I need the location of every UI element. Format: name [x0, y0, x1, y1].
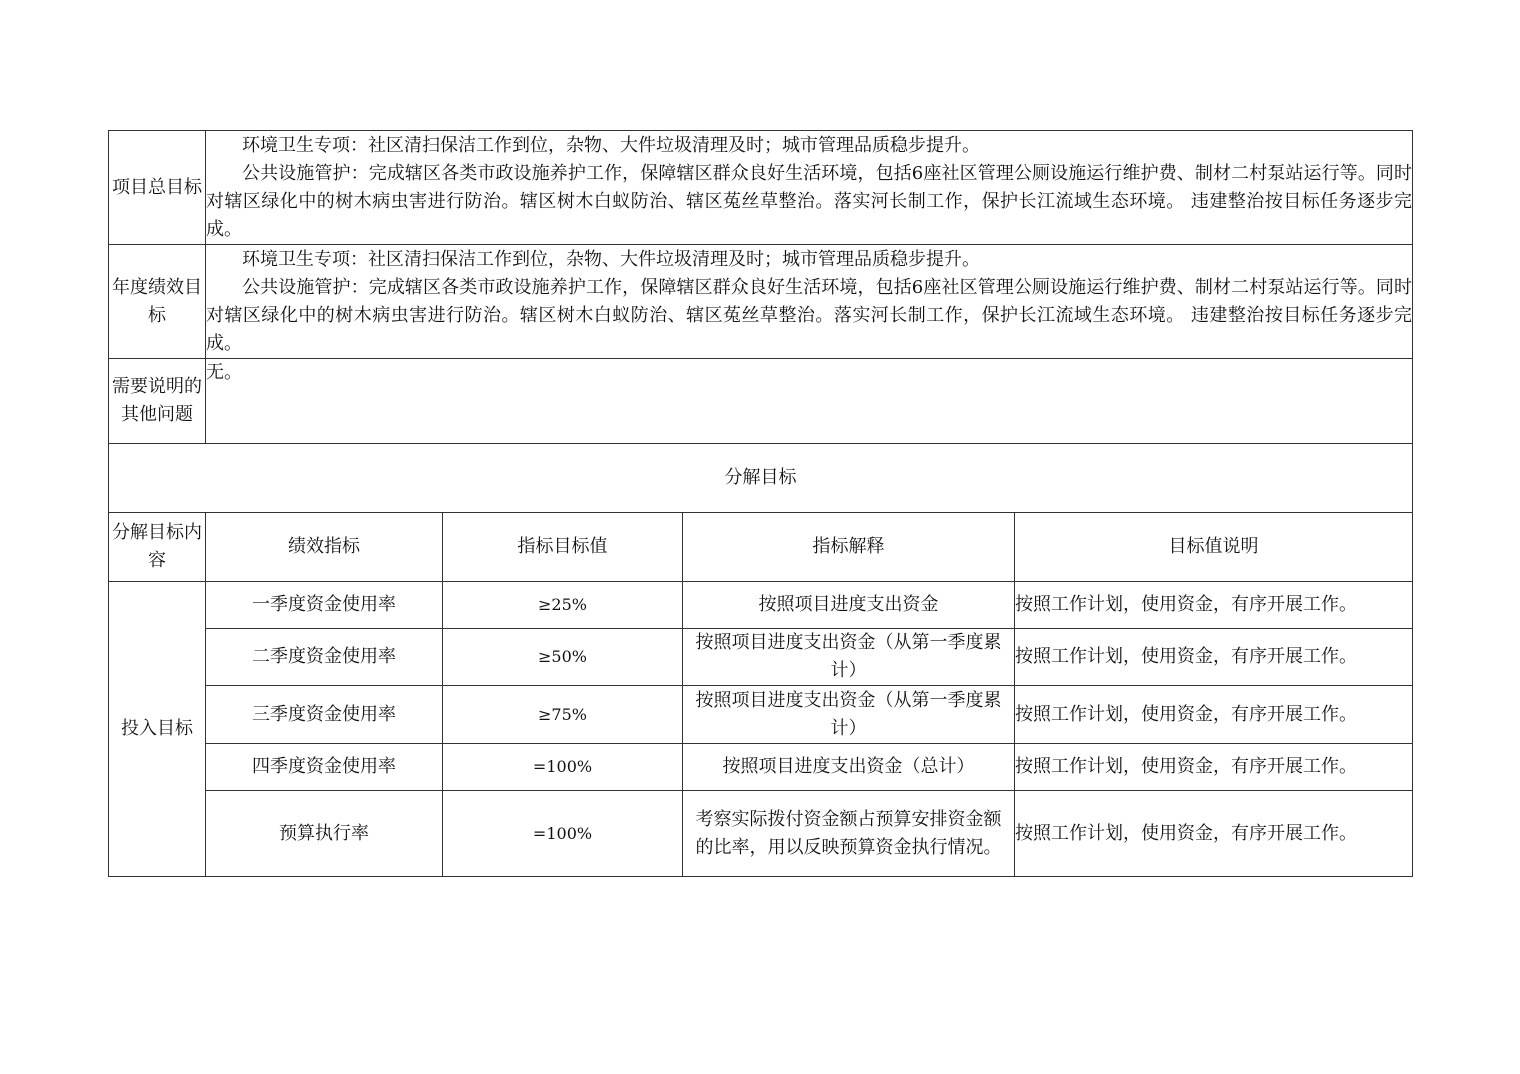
- performance-goal-table: [108, 130, 1413, 877]
- indicator-cell: 一季度资金使用率: [206, 582, 443, 629]
- annual-goal-paragraph-sanitation: 环境卫生专项：社区清扫保洁工作到位，杂物、大件垃圾清理及时；城市管理品质稳步提升。: [242, 248, 980, 270]
- indicator-cell: 四季度资金使用率: [206, 744, 443, 791]
- overall-goal-label: 项目总目标: [109, 131, 206, 245]
- section-title: 分解目标: [109, 444, 1413, 513]
- overall-goal-paragraph-sanitation: 环境卫生专项：社区清扫保洁工作到位，杂物、大件垃圾清理及时；城市管理品质稳步提升。: [242, 134, 980, 156]
- annual-goal-label: 年度绩效目标: [109, 245, 206, 359]
- target-value-cell: ≥50%: [443, 629, 683, 686]
- value-note-cell: 按照工作计划，使用资金，有序开展工作。: [1015, 582, 1413, 629]
- header-indicator: 绩效指标: [206, 513, 443, 582]
- other-issues-content: 无。: [206, 359, 1413, 444]
- explanation-cell: 按照项目进度支出资金（从第一季度累计）: [683, 686, 1015, 744]
- header-value-note: 目标值说明: [1015, 513, 1413, 582]
- value-note-cell: 按照工作计划，使用资金，有序开展工作。: [1015, 791, 1413, 877]
- value-note-cell: 按照工作计划，使用资金，有序开展工作。: [1015, 744, 1413, 791]
- header-target-value: 指标目标值: [443, 513, 683, 582]
- value-note-cell: 按照工作计划，使用资金，有序开展工作。: [1015, 686, 1413, 744]
- section-title-row: [109, 444, 1413, 513]
- overall-goal-paragraph-facilities: 公共设施管护：完成辖区各类市政设施养护工作，保障辖区群众良好生活环境，包括6座社区管理公厕设施运行维护费、制材二村泵站运行等。同时对辖区绿化中的树木病虫害进行防治。辖区树木白蚁防治、辖区菟丝草整治。落实河长制工作，保护长江流域生态环境。 违建整治按目标任务逐步完成。: [206, 162, 1413, 240]
- table-row: [109, 744, 1413, 791]
- target-value-cell: =100%: [443, 744, 683, 791]
- table-row: [109, 686, 1413, 744]
- explanation-cell: 按照项目进度支出资金（总计）: [683, 744, 1015, 791]
- group-label: 投入目标: [109, 582, 206, 877]
- overall-goal-content: [206, 131, 1413, 245]
- header-explanation: 指标解释: [683, 513, 1015, 582]
- target-value-cell: =100%: [443, 791, 683, 877]
- target-value-cell: ≥25%: [443, 582, 683, 629]
- header-row: [109, 513, 1413, 582]
- explanation-cell: 考察实际拨付资金额占预算安排资金额的比率，用以反映预算资金执行情况。: [683, 791, 1015, 877]
- explanation-cell: 按照项目进度支出资金（从第一季度累计）: [683, 629, 1015, 686]
- annual-goal-paragraph-facilities: 公共设施管护：完成辖区各类市政设施养护工作，保障辖区群众良好生活环境，包括6座社区管理公厕设施运行维护费、制材二村泵站运行等。同时对辖区绿化中的树木病虫害进行防治。辖区树木白蚁防治、辖区菟丝草整治。落实河长制工作，保护长江流域生态环境。 违建整治按目标任务逐步完成。: [206, 276, 1413, 354]
- header-content: 分解目标内容: [109, 513, 206, 582]
- table-row: [109, 582, 1413, 629]
- other-issues-row: [109, 359, 1413, 444]
- other-issues-label: 需要说明的其他问题: [109, 359, 206, 444]
- annual-goal-content: [206, 245, 1413, 359]
- value-note-cell: 按照工作计划，使用资金，有序开展工作。: [1015, 629, 1413, 686]
- explanation-cell: 按照项目进度支出资金: [683, 582, 1015, 629]
- annual-goal-row: [109, 245, 1413, 359]
- indicator-cell: 预算执行率: [206, 791, 443, 877]
- overall-goal-row: [109, 131, 1413, 245]
- indicator-cell: 二季度资金使用率: [206, 629, 443, 686]
- table-row: [109, 791, 1413, 877]
- target-value-cell: ≥75%: [443, 686, 683, 744]
- table-row: [109, 629, 1413, 686]
- indicator-cell: 三季度资金使用率: [206, 686, 443, 744]
